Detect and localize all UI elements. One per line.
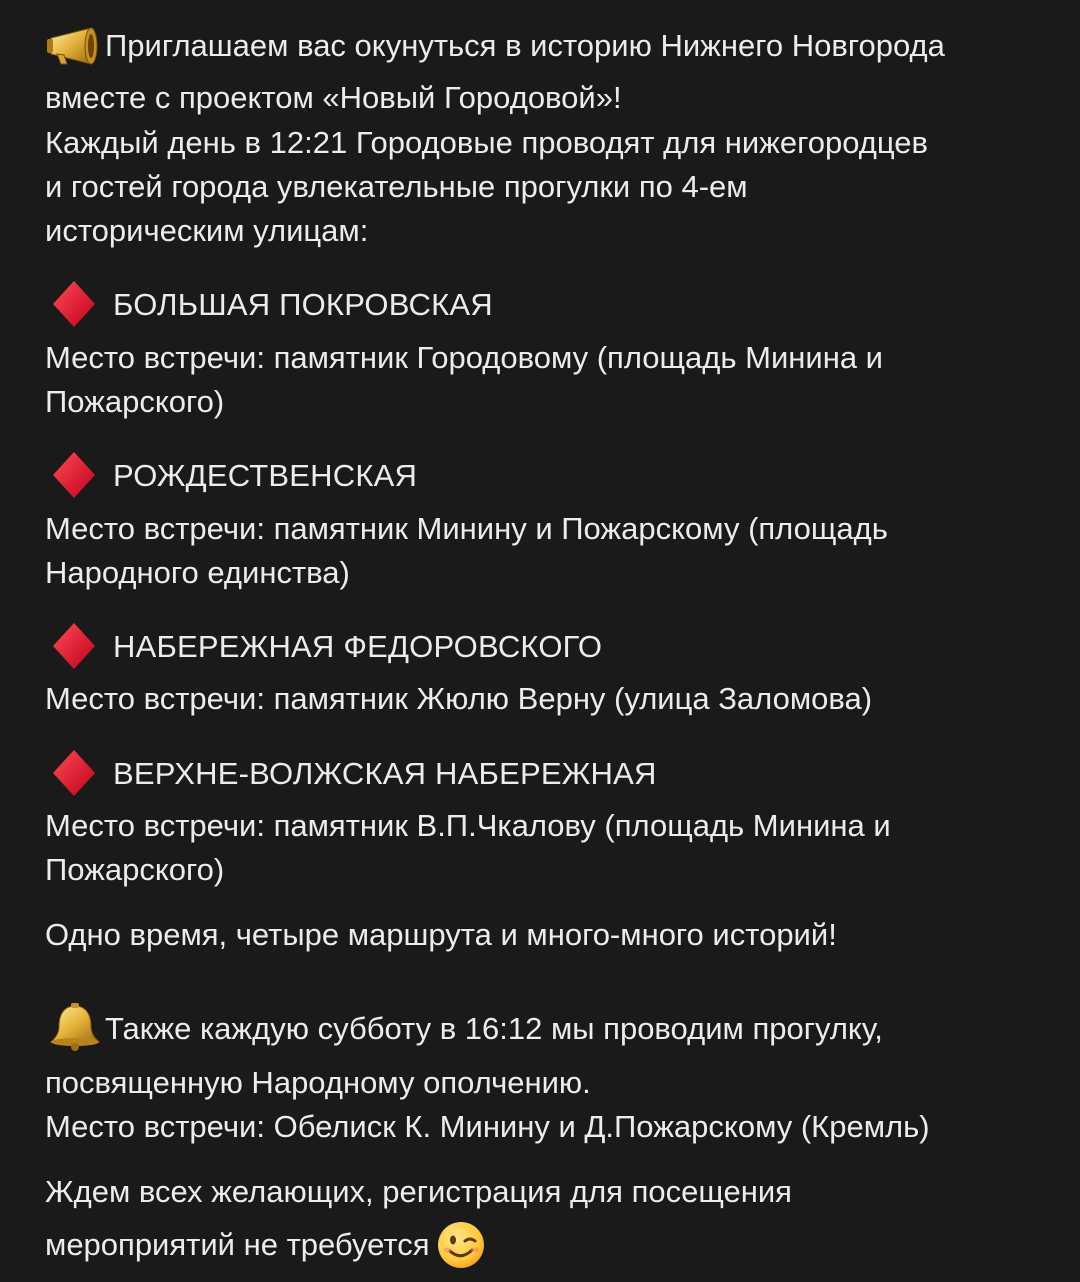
route-title: ВЕРХНЕ-ВОЛЖСКАЯ НАБЕРЕЖНАЯ (113, 756, 657, 792)
saturday-text-1: Также каждую субботу в 16:12 мы проводим прогулку, (105, 1011, 883, 1047)
intro-line-4: и гостей города увлекательные прогулки по 4-ем (45, 169, 748, 204)
route-meeting-line: Пожарского) (45, 384, 225, 419)
saturday-line-1 (45, 1006, 883, 1050)
route-meeting-line: Место встречи: памятник В.П.Чкалову (площадь Минина и (45, 808, 891, 843)
red-diamond-icon (51, 279, 97, 329)
route-meeting-line: Место встречи: памятник Минину и Пожарскому (площадь (45, 511, 888, 546)
saturday-line-2: посвященную Народному ополчению. (45, 1065, 591, 1100)
saturday-line-3: Место встречи: Обелиск К. Минину и Д.Пожарскому (Кремль) (45, 1109, 930, 1144)
route-heading (45, 624, 602, 668)
route-meeting-line: Народного единства) (45, 555, 350, 590)
red-diamond-icon (51, 748, 97, 798)
route-heading (45, 453, 417, 497)
route-meeting-line: Место встречи: памятник Жюлю Верну (улица Заломова) (45, 681, 873, 716)
red-diamond-icon (51, 450, 97, 500)
bell-icon (45, 1002, 105, 1052)
intro-line-1 (45, 24, 945, 68)
route-title: БОЛЬШАЯ ПОКРОВСКАЯ (113, 287, 493, 323)
intro-line-3: Каждый день в 12:21 Городовые проводят для нижегородцев (45, 125, 929, 160)
intro-line-2: вместе с проектом «Новый Городовой»! (45, 80, 622, 115)
intro-line-5: историческим улицам: (45, 213, 369, 248)
red-diamond-icon (51, 621, 97, 671)
closing-line-1: Ждем всех желающих, регистрация для посещения (45, 1174, 792, 1209)
route-meeting-line: Пожарского) (45, 852, 225, 887)
closing-line-2 (45, 1222, 488, 1266)
route-meeting-line: Место встречи: памятник Городовому (площадь Минина и (45, 340, 883, 375)
route-title: НАБЕРЕЖНАЯ ФЕДОРОВСКОГО (113, 629, 603, 665)
megaphone-icon (45, 24, 105, 68)
intro-text-1: Приглашаем вас окунуться в историю Нижнего Новгорода (105, 28, 945, 63)
summary-line: Одно время, четыре маршрута и много-много историй! (45, 917, 837, 952)
route-heading (45, 282, 493, 326)
winking-face-icon (434, 1220, 488, 1270)
closing-text-2: мероприятий не требуется (45, 1227, 430, 1263)
route-heading (45, 751, 657, 795)
route-title: РОЖДЕСТВЕНСКАЯ (113, 458, 418, 494)
